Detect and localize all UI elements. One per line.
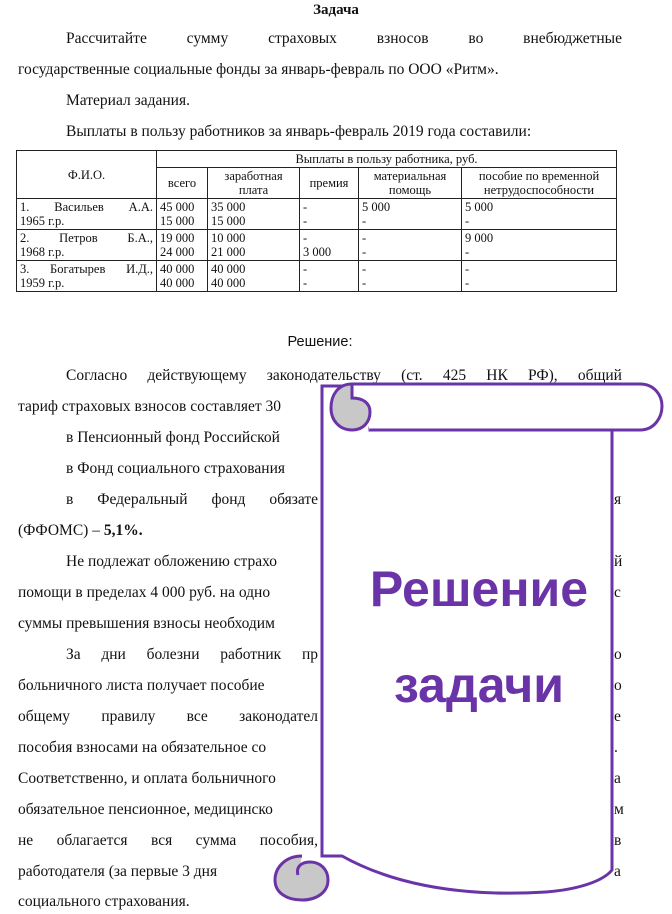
employee-birth-year: 1968 г.р. [20,245,65,259]
col-header-salary: заработная плата [208,168,300,199]
salary-cell: 35 000 15 000 [208,199,300,230]
col-header-payments-group: Выплаты в пользу работника, руб. [157,151,617,168]
col-header-sick: пособие по временной нетрудоспособности [462,168,617,199]
scroll-body [322,386,612,893]
total-cell: 19 000 24 000 [157,230,208,261]
body-line-5: в Федеральный фонд обязате [66,491,318,508]
total-cell: 40 000 40 000 [157,261,208,292]
col-header-aid: материальная помощь [359,168,462,199]
total-cell: 45 000 15 000 [157,199,208,230]
body-line-12: общему правилу все законодател [18,708,318,725]
task-title: Задача [313,2,359,18]
col-header-bonus: премия [300,168,359,199]
scroll-top-roll [352,384,662,430]
scroll-title-line-2: задачи [393,657,565,713]
employee-birth-year: 1965 г.р. [20,214,65,228]
payments-intro: Выплаты в пользу работников за январь-февраль 2019 года составили: [66,123,532,140]
salary-cell: 10 000 21 000 [208,230,300,261]
sick-cell: - - [462,261,617,292]
col-header-fio: Ф.И.О. [17,151,157,199]
body-line-7: Не подлежат обложению страхо [66,553,278,570]
body-line-15: обязательное пенсионное, медицинско [18,801,273,818]
bonus-cell: - 3 000 [300,230,359,261]
sick-cell: 5 000 - [462,199,617,230]
body-line-9: суммы превышения взносы необходим [18,615,275,632]
body-line-1: Согласно действующему законодательству (ст. 425 НК РФ), общий [66,367,622,384]
body-line-7-end: й [614,553,623,570]
body-line-16-end: в [614,832,622,849]
employee-cell: 2. Петров Б.А., 1968 г.р. [17,230,157,261]
scroll-bottom-curl [275,856,328,900]
ffoms-rate: 5,1%. [103,522,143,539]
aid-cell: - - [359,261,462,292]
body-line-6: (ФФОМС) – 5,1%. [18,522,143,539]
body-line-14-end: а [614,770,621,787]
scroll-title-line-1: Решение [369,561,589,617]
body-line-8-end: с [614,584,621,601]
body-line-17: работодателя (за первые 3 дня [18,863,218,880]
aid-cell: 5 000 - [359,199,462,230]
body-line-10-end: о [614,646,622,663]
body-line-8: помощи в пределах 4 000 руб. на одно [18,584,271,601]
body-line-16: не облагается вся сумма пособия, [18,832,318,849]
body-line-11-end: о [614,677,622,694]
body-line-17-end: а [614,863,621,880]
body-line-18: социального страхования. [18,893,190,910]
employee-cell: 3. Богатырев И.Д., 1959 г.р. [17,261,157,292]
salary-cell: 40 000 40 000 [208,261,300,292]
employee-birth-year: 1959 г.р. [20,276,65,290]
col-header-total: всего [157,168,208,199]
aid-cell: - - [359,230,462,261]
body-line-10: За дни болезни работник пр [66,646,318,663]
body-line-2: тариф страховых взносов составляет 30 [18,398,281,415]
intro-line-2: государственные социальные фонды за январь-февраль по ООО «Ритм». [18,61,499,78]
sick-cell: 9 000 - [462,230,617,261]
body-line-11: больничного листа получает пособие [18,677,265,694]
bonus-cell: - - [300,199,359,230]
body-line-14: Соответственно, и оплата больничного [18,770,276,787]
intro-line-1: Рассчитайте сумму страховых взносов во внебюджетные [66,30,622,47]
body-line-3: в Пенсионный фонд Российской [66,429,280,446]
body-line-13: пособия взносами на обязательное со [18,739,267,756]
material-heading: Материал задания. [66,92,190,109]
solution-heading: Решение: [287,334,353,350]
body-line-4: в Фонд социального страхования [66,460,286,477]
body-line-12-end: е [614,708,621,725]
body-line-15-end: м [614,801,624,818]
bonus-cell: - - [300,261,359,292]
body-line-5-end: я [614,491,622,508]
body-line-13-end: . [614,739,618,756]
employee-cell: 1. Васильев А.А. 1965 г.р. [17,199,157,230]
